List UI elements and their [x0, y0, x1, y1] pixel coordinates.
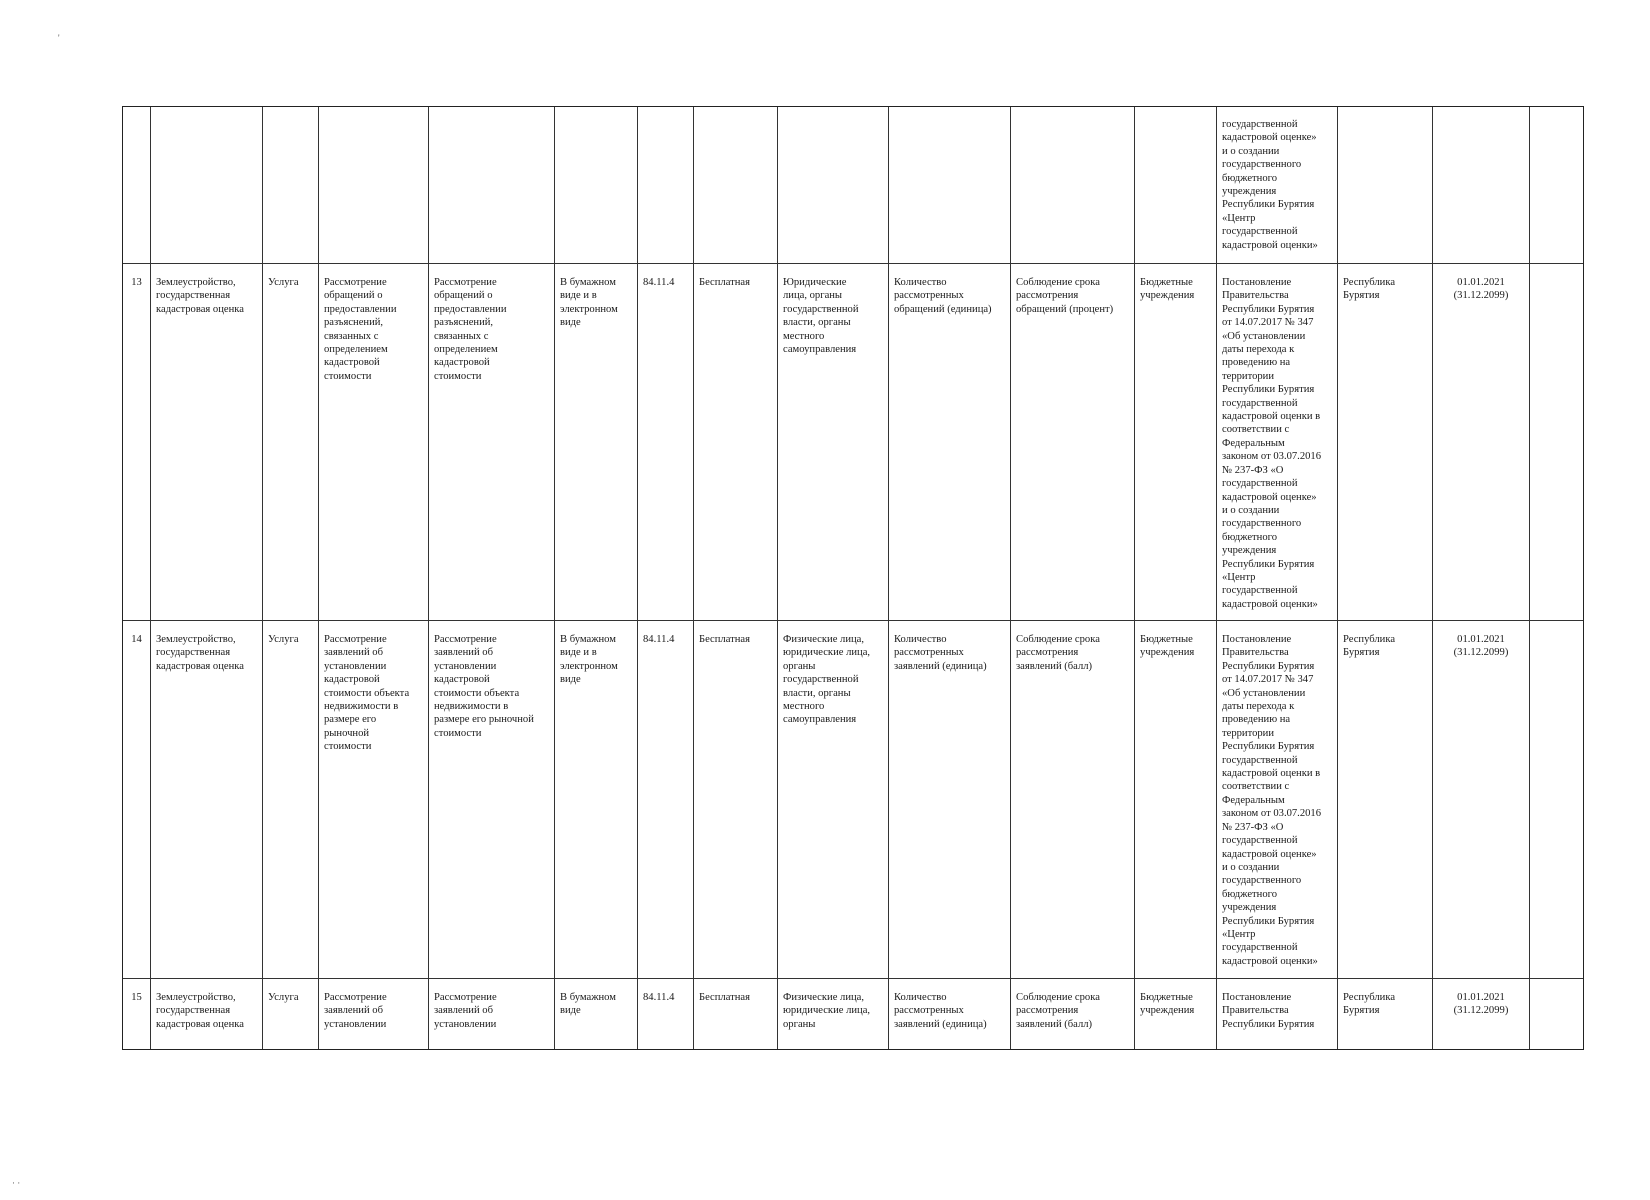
cell-dates: 01.01.2021 (31.12.2099)	[1433, 264, 1530, 620]
cell-sphere: Землеустройство, государственная кадастровая оценка	[151, 264, 263, 620]
cell-form	[555, 107, 638, 263]
cell-content: Рассмотрение обращений о предоставлении разъяснений, связанных с определением кадастровой стоимости	[429, 264, 555, 620]
cell-okved: 84.11.4	[638, 264, 694, 620]
cell-type	[263, 107, 319, 263]
cell-dates: 01.01.2021 (31.12.2099)	[1433, 979, 1530, 1050]
cell-extra	[1530, 621, 1584, 978]
cell-name: Рассмотрение обращений о предоставлении разъяснений, связанных с определением кадастровой стоимости	[319, 264, 429, 620]
cell-basis: Постановление Правительства Республики Бурятия от 14.07.2017 № 347 «Об установлении даты перехода к проведению на территории Республики Бурятия государственной кадастровой оценки в соответствии с Федеральным законом от 03.07.2016 № 237-ФЗ «О государственной кадастровой оценке» и о создании государственного бюджетного учреждения Республики Бурятия «Центр государственной кадастровой оценки»	[1217, 264, 1338, 620]
cell-payment: Бесплатная	[694, 979, 778, 1050]
cell-type: Услуга	[263, 621, 319, 978]
cell-institution: Бюджетные учреждения	[1135, 979, 1217, 1050]
cell-okved: 84.11.4	[638, 621, 694, 978]
cell-form: В бумажном виде и в электронном виде	[555, 621, 638, 978]
cell-okved	[638, 107, 694, 263]
cell-content: Рассмотрение заявлений об установлении	[429, 979, 555, 1050]
cell-consumers	[778, 107, 889, 263]
table-row	[123, 620, 1583, 978]
cell-extra	[1530, 979, 1584, 1050]
table-row-continuation	[123, 107, 1583, 263]
cell-payment	[694, 107, 778, 263]
cell-form: В бумажном виде и в электронном виде	[555, 264, 638, 620]
cell-content: Рассмотрение заявлений об установлении кадастровой стоимости объекта недвижимости в размере его рыночной стоимости	[429, 621, 555, 978]
cell-content	[429, 107, 555, 263]
cell-basis: Постановление Правительства Республики Бурятия	[1217, 979, 1338, 1050]
cell-type: Услуга	[263, 979, 319, 1050]
cell-extra	[1530, 107, 1584, 263]
cell-okved: 84.11.4	[638, 979, 694, 1050]
cell-quality: Соблюдение срока рассмотрения заявлений (балл)	[1011, 621, 1135, 978]
cell-payment: Бесплатная	[694, 621, 778, 978]
cell-quality: Соблюдение срока рассмотрения заявлений (балл)	[1011, 979, 1135, 1050]
cell-quality	[1011, 107, 1135, 263]
cell-name: Рассмотрение заявлений об установлении	[319, 979, 429, 1050]
cell-region: Республика Бурятия	[1338, 264, 1433, 620]
cell-num: 15	[123, 979, 151, 1050]
cell-volume: Количество рассмотренных обращений (единица)	[889, 264, 1011, 620]
cell-payment: Бесплатная	[694, 264, 778, 620]
table-row	[123, 263, 1583, 620]
cell-consumers: Юридические лица, органы государственной власти, органы местного самоуправления	[778, 264, 889, 620]
cell-sphere: Землеустройство, государственная кадастровая оценка	[151, 621, 263, 978]
cell-extra	[1530, 264, 1584, 620]
cell-volume: Количество рассмотренных заявлений (единица)	[889, 979, 1011, 1050]
cell-sphere: Землеустройство, государственная кадастровая оценка	[151, 979, 263, 1050]
cell-institution: Бюджетные учреждения	[1135, 621, 1217, 978]
cell-name: Рассмотрение заявлений об установлении кадастровой стоимости объекта недвижимости в размере его рыночной стоимости	[319, 621, 429, 978]
table-row	[123, 978, 1583, 1050]
cell-basis: государственной кадастровой оценке» и о создании государственного бюджетного учреждения Республики Бурятия «Центр государственной кадастровой оценки»	[1217, 107, 1338, 263]
scan-mark-top: '	[58, 33, 60, 43]
cell-quality: Соблюдение срока рассмотрения обращений (процент)	[1011, 264, 1135, 620]
cell-num	[123, 107, 151, 263]
cell-basis: Постановление Правительства Республики Бурятия от 14.07.2017 № 347 «Об установлении даты перехода к проведению на территории Республики Бурятия государственной кадастровой оценки в соответствии с Федеральным законом от 03.07.2016 № 237-ФЗ «О государственной кадастровой оценке» и о создании государственного бюджетного учреждения Республики Бурятия «Центр государственной кадастровой оценки»	[1217, 621, 1338, 978]
cell-region: Республика Бурятия	[1338, 621, 1433, 978]
cell-form: В бумажном виде	[555, 979, 638, 1050]
cell-sphere	[151, 107, 263, 263]
cell-volume	[889, 107, 1011, 263]
cell-num: 13	[123, 264, 151, 620]
cell-num: 14	[123, 621, 151, 978]
scan-mark-bottom: · ·	[12, 1178, 21, 1188]
cell-institution	[1135, 107, 1217, 263]
cell-region: Республика Бурятия	[1338, 979, 1433, 1050]
cell-region	[1338, 107, 1433, 263]
services-table	[122, 106, 1584, 1050]
cell-volume: Количество рассмотренных заявлений (единица)	[889, 621, 1011, 978]
cell-dates	[1433, 107, 1530, 263]
cell-name	[319, 107, 429, 263]
cell-consumers: Физические лица, юридические лица, органы государственной власти, органы местного самоуправления	[778, 621, 889, 978]
cell-consumers: Физические лица, юридические лица, органы	[778, 979, 889, 1050]
cell-dates: 01.01.2021 (31.12.2099)	[1433, 621, 1530, 978]
cell-type: Услуга	[263, 264, 319, 620]
cell-institution: Бюджетные учреждения	[1135, 264, 1217, 620]
